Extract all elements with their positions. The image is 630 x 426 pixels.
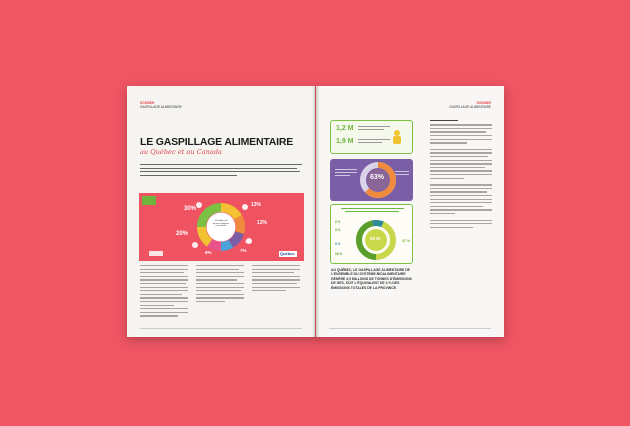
- pct-13-top: 13%: [251, 202, 262, 208]
- purple-donut-box: [330, 159, 413, 201]
- figure-icon: [390, 129, 404, 145]
- purple-box-text: [335, 169, 357, 177]
- purple-box-legend: [395, 171, 409, 177]
- pct-30: 30%: [184, 206, 197, 212]
- right-sidebar-column: [430, 120, 492, 230]
- pct-4: 4%: [245, 239, 252, 244]
- body-column-1: [140, 265, 188, 319]
- stat-1: 1,2 M: [336, 125, 354, 132]
- donut-63-label: 63%: [370, 174, 385, 181]
- emissions-label-3: 18 %: [335, 252, 343, 256]
- emissions-label-2: 9 %: [335, 242, 341, 246]
- pct-7: 7%: [240, 248, 247, 253]
- right-page: [316, 86, 504, 337]
- magazine-spread: [127, 86, 504, 337]
- spread-gutter: [312, 86, 320, 337]
- emissions-label-0: 2 %: [335, 220, 341, 224]
- left-running-head: [140, 101, 182, 109]
- infographic-panel: [139, 193, 304, 261]
- emissions-center-value: 20 M: [370, 236, 381, 241]
- emissions-label-1: 3 %: [335, 228, 341, 232]
- article-title: LE GASPILLAGE ALIMENTAIRE: [140, 136, 294, 148]
- right-running-head: [449, 101, 491, 109]
- pct-6: 6%: [205, 250, 212, 255]
- emissions-chart-heading: [341, 208, 404, 214]
- pct-20: 20%: [176, 231, 189, 237]
- donut-center-text: 3,4 millions de tonnes d'aliments comestibles: [212, 220, 230, 228]
- emissions-right-pct: 47 %: [402, 239, 411, 243]
- infographic-badge: [142, 196, 156, 205]
- left-running-title: GASPILLAGE ALIMENTAIRE: [140, 105, 182, 109]
- stat-box: [330, 120, 413, 154]
- left-page: [127, 86, 315, 337]
- stat-1-caption: [358, 126, 390, 131]
- quebec-logo: Québec: [280, 251, 295, 256]
- right-section-label: DOSSIER: [476, 101, 491, 105]
- stat-2-caption: [358, 139, 390, 144]
- right-running-title: GASPILLAGE ALIMENTAIRE: [449, 105, 491, 109]
- body-column-3: [252, 265, 300, 294]
- left-section-label: DOSSIER: [140, 101, 155, 105]
- callout-quote: AU QUÉBEC, LE GASPILLAGE ALIMENTAIRE DE L'ENSEMBLE DU SYSTÈME BIOALIMENTAIRE GÉNÈRE 3,5 MILLIONS DE TONNES D'ÉMISSIONS DE GES, SOIT L'ÉQUIVALENT DE 4 % DES ÉMISSIONS TOTALES DE LA PROVINCE.: [331, 268, 412, 290]
- article-subtitle: au Québec et au Canada: [140, 148, 222, 156]
- right-footer: [329, 328, 491, 329]
- article-lead: [140, 164, 302, 178]
- stat-2: 1,9 M: [336, 138, 354, 145]
- body-column-2: [196, 265, 244, 305]
- left-footer: [140, 328, 302, 329]
- emissions-chart-box: [330, 204, 413, 264]
- pct-13-right: 13%: [257, 220, 268, 226]
